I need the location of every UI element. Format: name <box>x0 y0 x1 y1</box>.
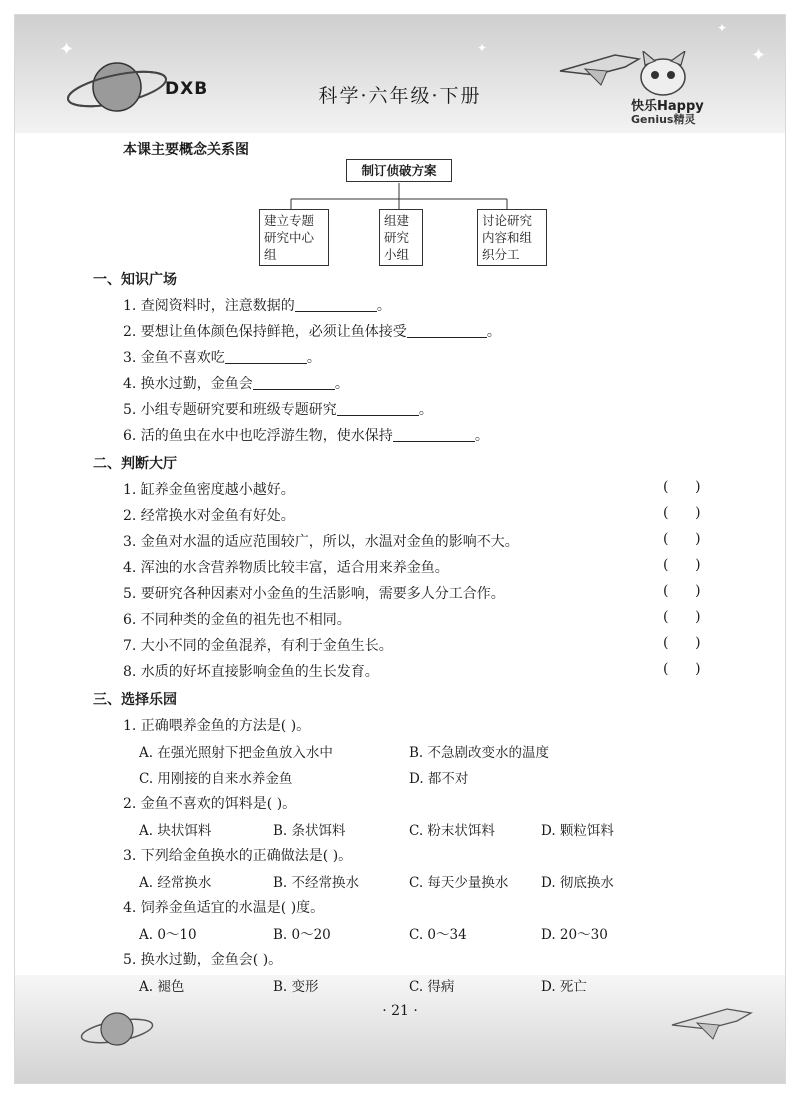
answer-blank[interactable] <box>393 427 475 442</box>
star-icon: ✦ <box>751 45 767 66</box>
choice-option[interactable]: C. 0～34 <box>409 927 467 943</box>
choice-question-stem: 4. 饲养金鱼适宜的水温是( )度。 <box>123 900 325 916</box>
answer-paren[interactable]: ( ) <box>663 635 701 651</box>
answer-blank[interactable] <box>337 401 419 416</box>
choice-option[interactable]: A. 块状饵料 <box>139 823 212 839</box>
star-icon: ✦ <box>59 39 75 60</box>
concept-node: 建立专题 研究中心 组 <box>259 209 329 266</box>
choice-option[interactable]: C. 得病 <box>409 979 455 995</box>
choice-option[interactable]: B. 变形 <box>273 979 319 995</box>
answer-paren[interactable]: ( ) <box>663 583 701 599</box>
section-title: 一、知识广场 <box>93 272 177 288</box>
section-title: 三、选择乐园 <box>93 692 177 708</box>
workbook-page <box>14 14 786 1084</box>
book-title: 科学·六年级·下册 <box>318 85 482 107</box>
judgment-item: 5. 要研究各种因素对小金鱼的生活影响，需要多人分工合作。 <box>123 586 505 602</box>
page-number: · 21 · <box>382 1003 418 1019</box>
choice-option[interactable]: A. 0～10 <box>139 927 197 943</box>
concept-root: 制订侦破方案 <box>346 159 452 182</box>
choice-option[interactable]: D. 颗粒饵料 <box>541 823 614 839</box>
fill-blank-item: 3. 金鱼不喜欢吃 。 <box>123 350 321 366</box>
choice-option[interactable]: C. 用刚接的自来水养金鱼 <box>139 771 293 787</box>
choice-question-stem: 3. 下列给金鱼换水的正确做法是( )。 <box>123 848 353 864</box>
choice-option[interactable]: C. 每天少量换水 <box>409 875 509 891</box>
choice-option[interactable]: B. 不急剧改变水的温度 <box>409 745 550 761</box>
judgment-item: 3. 金鱼对水温的适应范围较广，所以，水温对金鱼的影响不大。 <box>123 534 519 550</box>
fill-blank-item: 4. 换水过勤，金鱼会 。 <box>123 376 349 392</box>
series-code: DXB <box>165 79 209 99</box>
choice-option[interactable]: B. 不经常换水 <box>273 875 360 891</box>
choice-option[interactable]: A. 在强光照射下把金鱼放入水中 <box>139 745 333 761</box>
choice-option[interactable]: D. 20～30 <box>541 927 608 943</box>
answer-paren[interactable]: ( ) <box>663 505 701 521</box>
answer-paren[interactable]: ( ) <box>663 531 701 547</box>
fill-blank-item: 1. 查阅资料时，注意数据的 。 <box>123 298 391 314</box>
answer-blank[interactable] <box>295 297 377 312</box>
answer-paren[interactable]: ( ) <box>663 479 701 495</box>
choice-option[interactable]: A. 褪色 <box>139 979 185 995</box>
judgment-item: 1. 缸养金鱼密度越小越好。 <box>123 482 295 498</box>
choice-question-stem: 1. 正确喂养金鱼的方法是( )。 <box>123 718 311 734</box>
judgment-item: 7. 大小不同的金鱼混养，有利于金鱼生长。 <box>123 638 393 654</box>
choice-option[interactable]: D. 彻底换水 <box>541 875 614 891</box>
judgment-item: 6. 不同种类的金鱼的祖先也不相同。 <box>123 612 351 628</box>
choice-option[interactable]: C. 粉末状饵料 <box>409 823 495 839</box>
choice-option[interactable]: B. 0～20 <box>273 927 331 943</box>
fill-blank-item: 2. 要想让鱼体颜色保持鲜艳，必须让鱼体接受 。 <box>123 324 501 340</box>
judgment-item: 2. 经常换水对金鱼有好处。 <box>123 508 295 524</box>
choice-question-stem: 2. 金鱼不喜欢的饵料是( )。 <box>123 796 297 812</box>
section-title: 二、判断大厅 <box>93 456 177 472</box>
fill-blank-item: 5. 小组专题研究要和班级专题研究 。 <box>123 402 433 418</box>
answer-paren[interactable]: ( ) <box>663 609 701 625</box>
choice-question-stem: 5. 换水过勤，金鱼会( )。 <box>123 952 283 968</box>
concept-node: 讨论研究 内容和组 织分工 <box>477 209 547 266</box>
fill-blank-item: 6. 活的鱼虫在水中也吃浮游生物，使水保持 。 <box>123 428 489 444</box>
space-shuttle-icon <box>667 995 757 1045</box>
judgment-item: 8. 水质的好坏直接影响金鱼的生长发育。 <box>123 664 379 680</box>
star-icon: ✦ <box>477 41 488 55</box>
star-icon: ✦ <box>717 21 728 35</box>
brand-logo-main: 快乐Happy <box>631 99 704 114</box>
answer-blank[interactable] <box>253 375 335 390</box>
choice-option[interactable]: B. 条状饵料 <box>273 823 346 839</box>
choice-option[interactable]: D. 都不对 <box>409 771 469 787</box>
answer-paren[interactable]: ( ) <box>663 661 701 677</box>
choice-option[interactable]: A. 经常换水 <box>139 875 212 891</box>
concept-map-title: 本课主要概念关系图 <box>123 142 249 158</box>
judgment-item: 4. 浑浊的水含营养物质比较丰富，适合用来养金鱼。 <box>123 560 449 576</box>
brand-logo-sub: Genius精灵 <box>631 113 696 126</box>
answer-blank[interactable] <box>225 349 307 364</box>
answer-paren[interactable]: ( ) <box>663 557 701 573</box>
answer-blank[interactable] <box>407 323 487 338</box>
concept-node: 组建 研究 小组 <box>379 209 423 266</box>
saturn-icon <box>77 1005 157 1055</box>
choice-option[interactable]: D. 死亡 <box>541 979 587 995</box>
